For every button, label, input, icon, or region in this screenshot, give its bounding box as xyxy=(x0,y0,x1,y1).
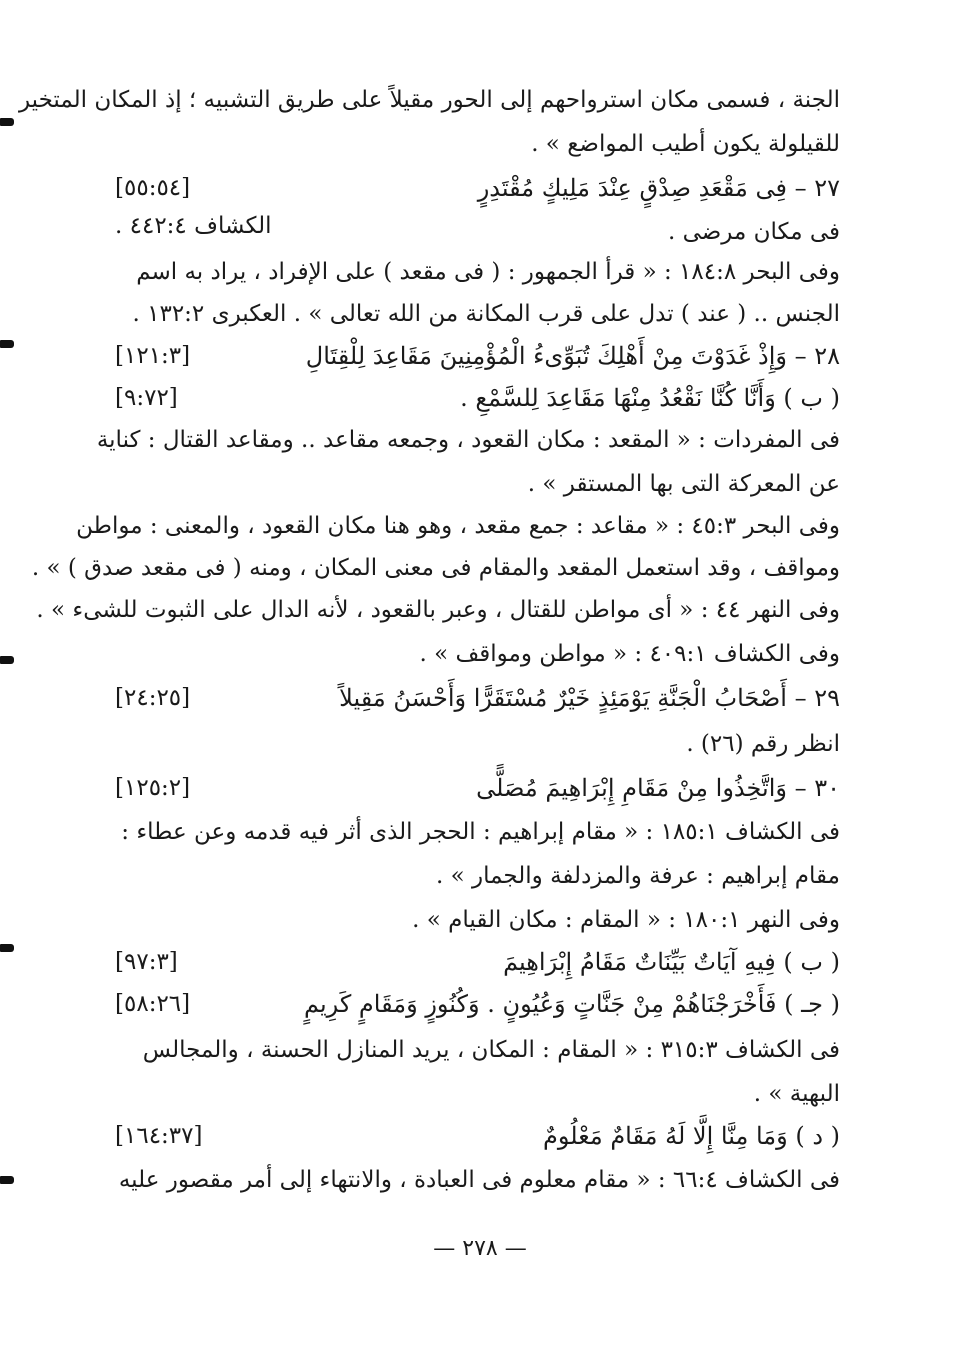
text-line: فى الكشاف ١٨٥:١ : « مقام إبراهيم : الحجر الذى أثر فيه قدمه وعن عطاء : xyxy=(121,819,840,845)
verse-reference: [٢٤:٢٥] xyxy=(115,685,191,711)
text-line: وفى النهر ١٨٠:١ : « المقام : مكان القيام » . xyxy=(412,907,840,933)
verse-line-29: ٢٩ – أَصْحَابُ الْجَنَّةِ يَوْمَئِذٍ خَيْرٌ مُسْتَقَرًّا وَأَحْسَنُ مَقِيلاً xyxy=(339,684,840,712)
verse-line-28: ٢٨ – وَإِذْ غَدَوْتَ مِنْ أَهْلِكَ تُبَوِّىءُ الْمُؤْمِنِينَ مَقَاعِدَ لِلْقِتَالِ xyxy=(305,342,840,370)
text-line: عن المعركة التى بها المستقر » . xyxy=(527,471,840,497)
verse-line-28b: ( ب ) وَأَنَّا كُنَّا نَقْعُدُ مِنْهَا مَقَاعِدَ لِلسَّمْعِ . xyxy=(460,384,840,412)
verse-reference: [١٢١:٣] xyxy=(115,343,191,369)
text-line: انظر رقم (٢٦) . xyxy=(686,731,840,757)
scan-edge-mark xyxy=(0,118,14,126)
text-line: فى مكان مرضى . xyxy=(667,219,840,245)
verse-line-30b: ( ب ) فِيهِ آيَاتٌ بَيِّنَاتٌ مَقَامُ إِبْرَاهِيمَ xyxy=(503,948,840,976)
scan-edge-mark xyxy=(0,944,14,952)
scan-edge-mark xyxy=(0,340,14,348)
text-line: فى الكشاف ٣١٥:٣ : « المقام : المكان ، يريد المنازل الحسنة ، والمجالس xyxy=(142,1037,840,1063)
verse-line-30: ٣٠ – وَاتَّخِذُوا مِنْ مَقَامِ إِبْرَاهِيمَ مُصَلًّى xyxy=(476,774,840,802)
text-line: الجنة ، فسمى مكان استرواحهم إلى الحور مقيلاً على طريق التشبيه ؛ إذ المكان المتخير xyxy=(18,87,840,113)
text-line: وفى النهر ٤٤ : « أى مواطن للقتال ، وعبر بالقعود ، لأنه الدال على الثبوت للشىء » . xyxy=(36,597,840,623)
verse-reference: [٥٨:٢٦] xyxy=(115,991,191,1017)
verse-line-30d: ( د ) وَمَا مِنَّا إِلَّا لَهُ مَقَامٌ مَعْلُومٌ xyxy=(543,1122,840,1150)
text-line: مقام إبراهيم : عرفة والمزدلفة والجمار » . xyxy=(436,863,840,889)
verse-line-30c: ( جـ ) فَأَخْرَجْنَاهُمْ مِنْ جَنَّاتٍ وَعُيُونٍ . وَكُنُوزٍ وَمَقَامٍ كَرِيمٍ xyxy=(303,990,840,1018)
page-number: — ٢٧٨ — xyxy=(433,1236,527,1261)
verse-reference: [٥٥:٥٤] xyxy=(115,175,191,201)
scan-edge-mark xyxy=(0,656,14,664)
verse-reference: [٩٧:٣] xyxy=(115,949,178,975)
scan-edge-mark xyxy=(0,1176,14,1184)
text-line: فى الكشاف ٦٦:٤ : « مقام معلوم فى العبادة ، والانتهاء إلى أمر مقصور عليه xyxy=(118,1167,840,1193)
citation: الكشاف ٤٤٢:٤ . xyxy=(115,213,272,239)
verse-reference: [٩:٧٢] xyxy=(115,385,178,411)
verse-reference: [١٦٤:٣٧] xyxy=(115,1123,203,1149)
verse-reference: [١٢٥:٢] xyxy=(115,775,191,801)
text-line: وفى البحر ١٨٤:٨ : « قرأ الجمهور : ( فى مقعد ) على الإفراد ، يراد به اسم xyxy=(136,259,840,285)
text-line: ومواقف ، وقد استعمل المقعد والمقام فى معنى المكان ، ومنه ( فى مقعد صدق ) » . xyxy=(31,555,840,581)
text-line: وفى الكشاف ٤٠٩:١ : « مواطن ومواقف » . xyxy=(419,641,840,667)
verse-line-27: ٢٧ – فِى مَقْعَدِ صِدْقٍ عِنْدَ مَلِيكٍ مُقْتَدِرٍ xyxy=(477,174,840,202)
text-line: فى المفردات : « المقعد : مكان القعود ، وجمعه مقاعد .. ومقاعد القتال : كناية xyxy=(96,427,840,453)
text-line: الجنس .. ( عند ) تدل على قرب المكانة من الله تعالى » . العكبرى ١٣٢:٢ . xyxy=(132,301,840,327)
text-line: وفى البحر ٤٥:٣ : « مقاعد : جمع مقعد ، وهو هنا مكان القعود ، والمعنى : مواطن xyxy=(76,513,840,539)
text-line: للقيلولة يكون أطيب المواضع » . xyxy=(531,131,840,157)
text-line: البهية » . xyxy=(753,1081,840,1107)
